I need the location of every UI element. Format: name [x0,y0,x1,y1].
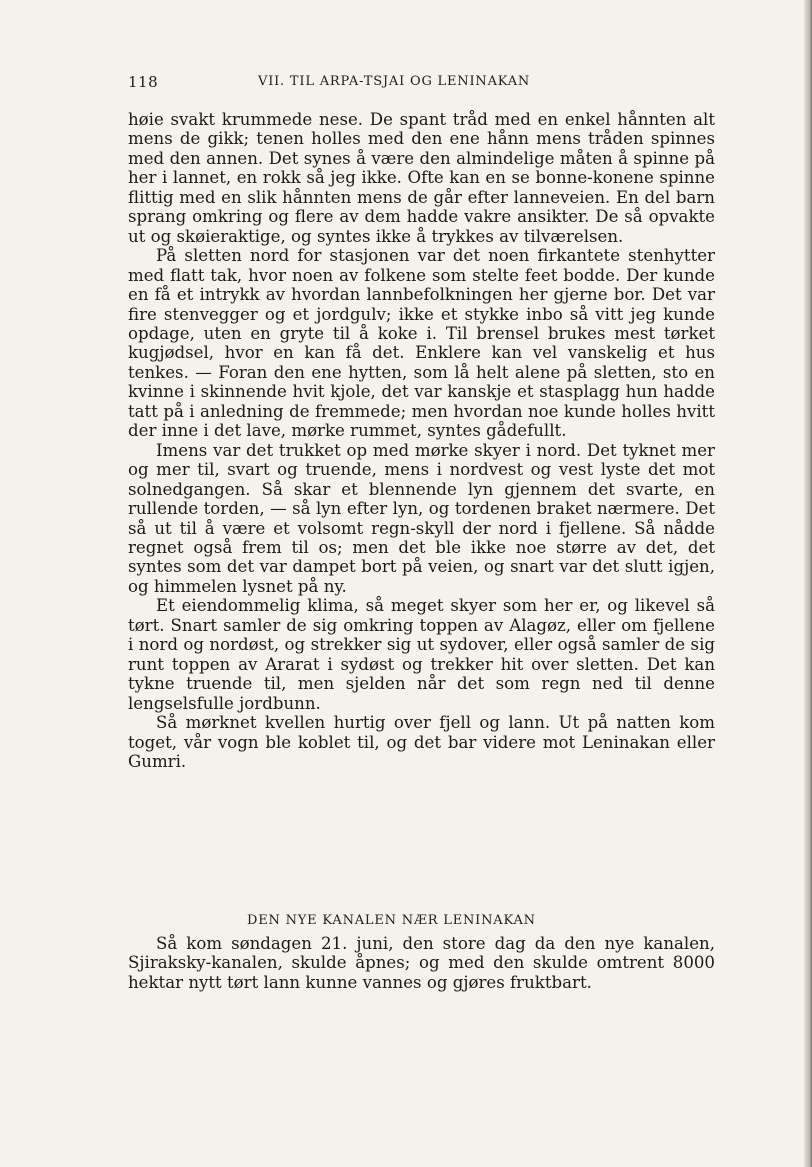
body-text [128,110,715,771]
page-header [128,73,715,93]
page-edge-shadow [804,0,812,1167]
section-heading: DEN NYE KANALEN NÆR LENINAKAN [247,913,536,928]
paragraph: På sletten nord for stasjonen var det noen firkantete stenhytter med flatt tak, hvor noen av folkene som stelte feet bodde. Der kunde en få et intrykk av hvordan lannbefolkningen her gjerne bor. Det var fire stenvegger og et jordgulv; ikke et stykke inbo så vitt jeg kunde opdage, uten en gryte til å koke i. Til brensel brukes mest tørket kugjødsel, hvor en kan få det. Enklere kan vel vanskelig et hus tenkes. — Foran den ene hytten, som lå helt alene på sletten, sto en kvinne i skinnende hvit kjole, det var kanskje et stasplagg hun hadde tatt på i anledning de fremmede; men hvordan noe kunde holles hvitt der inne i det lave, mørke rummet, syntes gådefullt. [128,246,715,441]
paragraph: høie svakt krummede nese. De spant tråd med en enkel hånnten alt mens de gikk; tenen holles med den ene hånn mens tråden spinnes med den annen. Det synes å være den almindelige måten å spinne på her i lannet, en rokk så jeg ikke. Ofte kan en se bonne-konene spinne flittig med en slik hånnten mens de går efter lanneveien. En del barn sprang omkring og flere av dem hadde vakre ansikter. De så opvakte ut og skøieraktige, og syntes ikke å trykkes av tilværelsen. [128,110,715,246]
page-number: 118 [128,73,159,91]
paragraph: Så mørknet kvellen hurtig over fjell og lann. Ut på natten kom toget, vår vogn ble koblet til, og det bar videre mot Leninakan eller Gumri. [128,713,715,771]
paragraph: Imens var det trukket op med mørke skyer i nord. Det tyknet mer og mer til, svart og truende, mens i nordvest og vest lyste det mot solnedgangen. Så skar et blennende lyn gjennem det svarte, en rullende torden, — så lyn efter lyn, og tordenen braket nærmere. Det så ut til å være et volsomt regn-skyll der nord i fjellene. Så nådde regnet også frem til os; men det ble ikke noe større av det, det syntes som det var dampet bort på veien, og snart var det slutt igjen, og himmelen lysnet på ny. [128,440,715,596]
paragraph: Så kom søndagen 21. juni, den store dag da den nye kanalen, Sjiraksky-kanalen, skulde åpnes; og med den skulde omtrent 8000 hektar nytt tørt lann kunne vannes og gjøres fruktbart. [128,934,715,992]
running-head: VII. TIL ARPA-TSJAI OG LENINAKAN [258,74,531,89]
section-text [128,934,715,992]
paragraph: Et eiendommelig klima, så meget skyer som her er, og likevel så tørt. Snart samler de sig omkring toppen av Alagøz, eller om fjellene i nord og nordøst, og strekker sig ut sydover, eller også samler de sig runt toppen av Ararat i sydøst og trekker hit over sletten. Det kan tykne truende til, men sjelden når det som regn ned til denne lengselsfulle jordbunn. [128,596,715,713]
